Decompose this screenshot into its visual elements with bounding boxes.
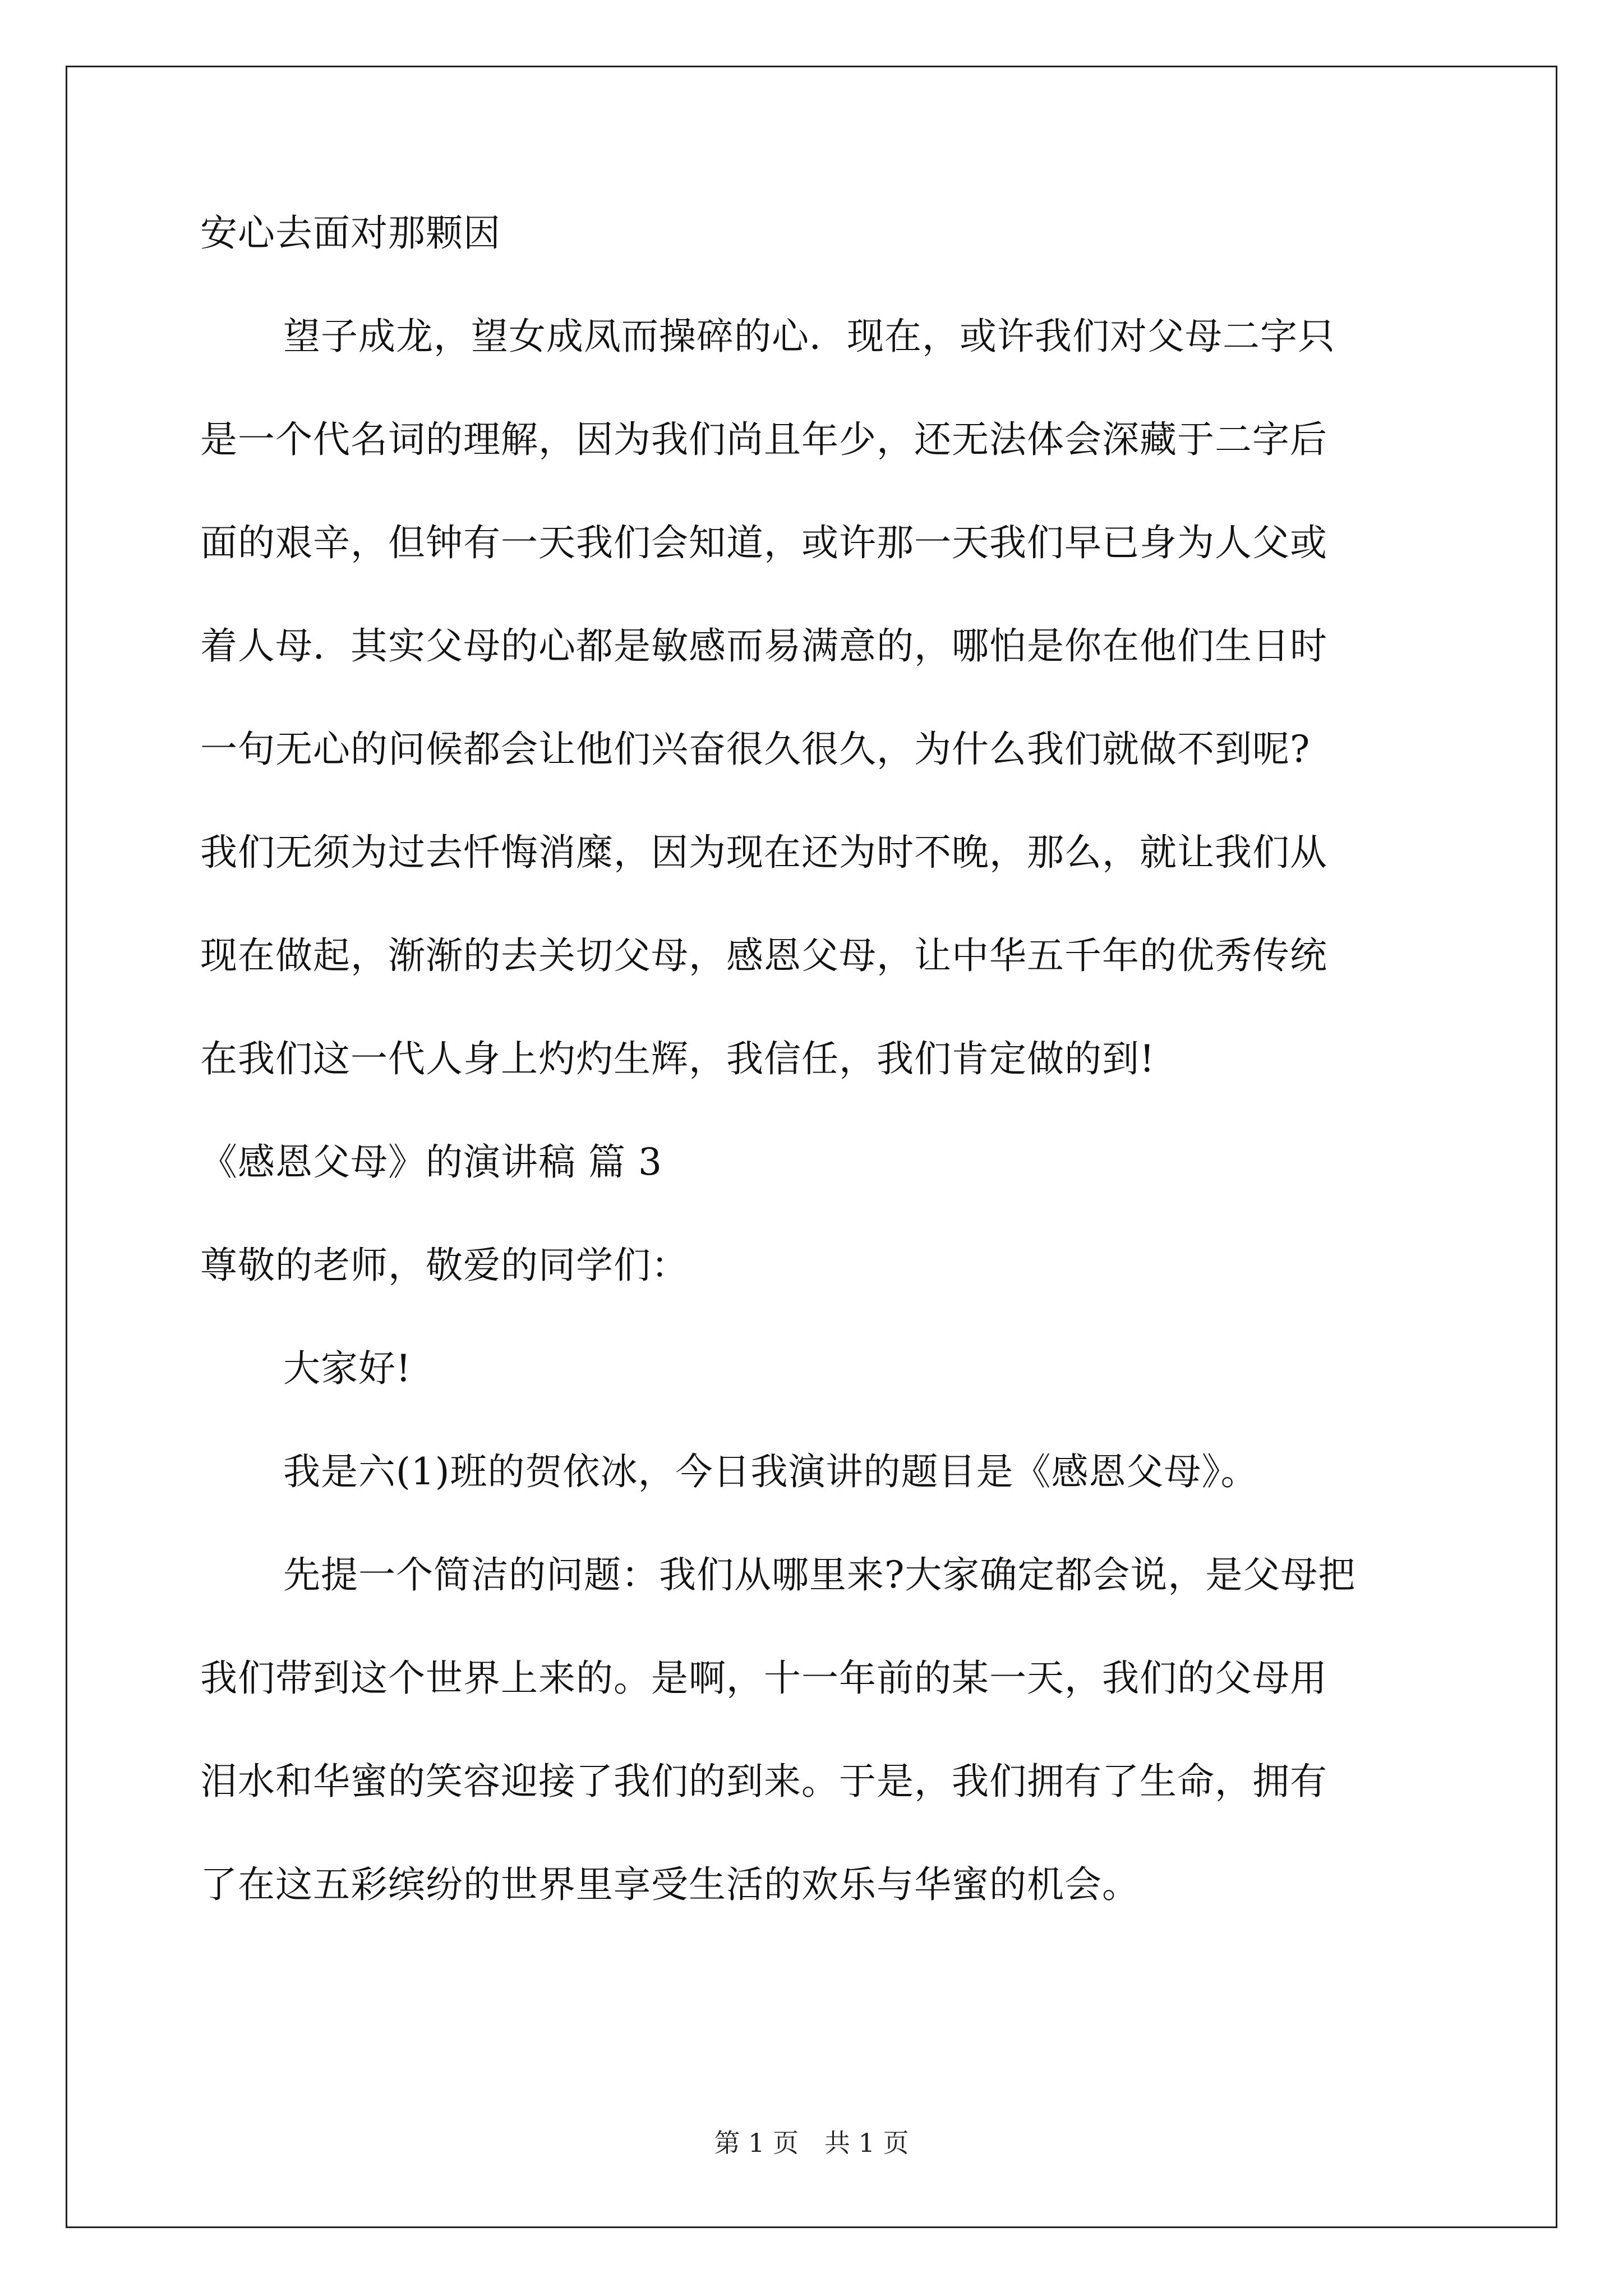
text-line-16: 泪水和华蜜的笑容迎接了我们的到来。于是，我们拥有了生命，拥有 — [200, 1760, 1327, 1803]
text-line-7: 我们无须为过去忏悔消糜，因为现在还为时不晚，那么，就让我们从 — [200, 831, 1327, 874]
greeting: 大家好! — [283, 1347, 412, 1390]
text-line-8: 现在做起，渐渐的去关切父母，感恩父母，让中华五千年的优秀传统 — [200, 934, 1327, 977]
page-footer: 第 1 页 共 1 页 — [714, 2128, 909, 2158]
text-line-14: 先提一个简洁的问题：我们从哪里来?大家确定都会说，是父母把 — [283, 1553, 1356, 1596]
document-body — [200, 208, 1428, 1962]
text-line-5: 着人母．其实父母的心都是敏感而易满意的，哪怕是你在他们生日时 — [200, 624, 1327, 668]
text-line-1: 安心去面对那颗因 — [200, 211, 501, 255]
text-line-3: 是一个代名词的理解，因为我们尚且年少，还无法体会深藏于二字后 — [200, 418, 1327, 461]
text-line-13: 我是六(1)班的贺依冰，今日我演讲的题目是《感恩父母》。 — [283, 1450, 1258, 1493]
text-line-15: 我们带到这个世界上来的。是啊，十一年前的某一天，我们的父母用 — [200, 1657, 1327, 1700]
salutation: 尊敬的老师，敬爱的同学们： — [200, 1244, 689, 1287]
text-line-17: 了在这五彩缤纷的世界里享受生活的欢乐与华蜜的机会。 — [200, 1863, 1140, 1906]
text-line-4: 面的艰辛，但钟有一天我们会知道，或许那一天我们早已身为人父或 — [200, 521, 1327, 564]
text-line-2: 望子成龙，望女成凤而操碎的心．现在，或许我们对父母二字只 — [283, 315, 1335, 358]
text-line-6: 一句无心的问候都会让他们兴奋很久很久，为什么我们就做不到呢? — [200, 728, 1311, 771]
text-line-9: 在我们这一代人身上灼灼生辉，我信任，我们肯定做的到! — [200, 1037, 1155, 1080]
section-heading: 《感恩父母》的演讲稿 篇 3 — [200, 1140, 662, 1184]
